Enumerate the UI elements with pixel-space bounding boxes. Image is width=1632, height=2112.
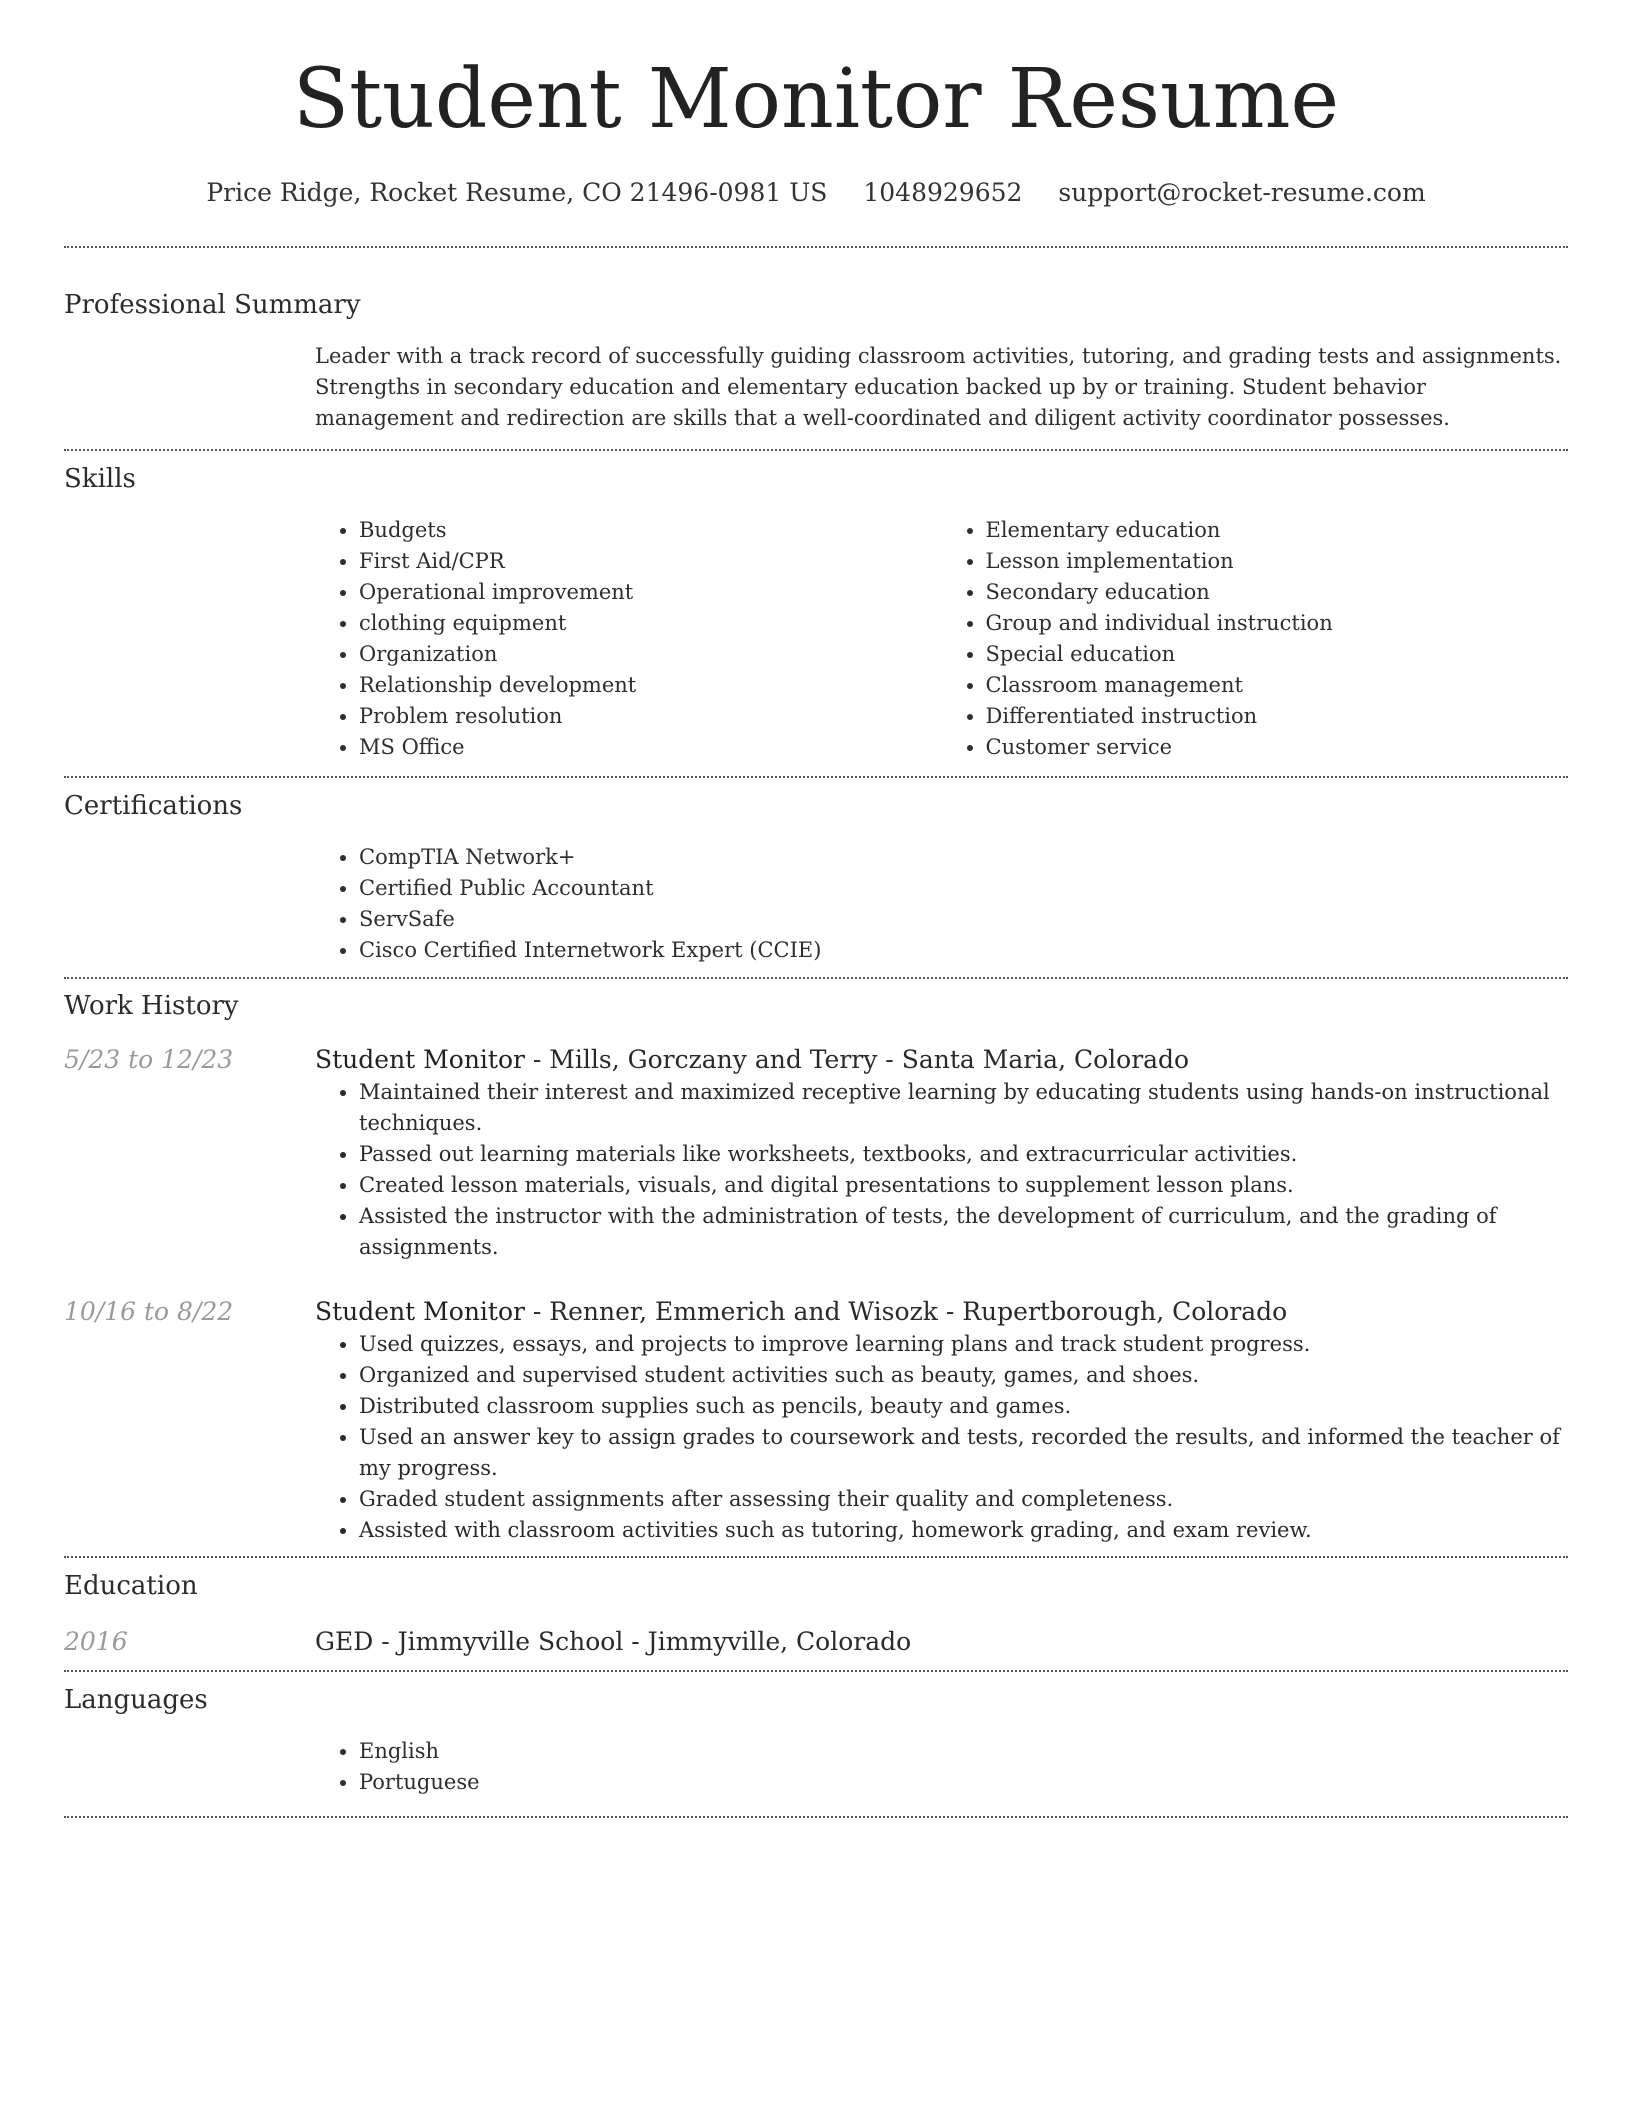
skill-item: • Relationship development [359,670,942,701]
job-role: Student Monitor [315,1297,525,1326]
skill-item: • clothing equipment [359,608,942,639]
divider [64,1816,1568,1818]
education-body [315,1625,1568,1659]
job-duty-item: • Maintained their interest and maximized receptive learning by educating students using hands-on instructional techniques. [359,1077,1568,1139]
skills-grid [315,515,1568,763]
job-duty-item: • Passed out learning materials like worksheets, textbooks, and extracurricular activities. [359,1139,1568,1170]
job-duty-item: • Created lesson materials, visuals, and digital presentations to supplement lesson plans. [359,1170,1568,1201]
skill-item: • Organization [359,639,942,670]
job-duties-list [315,1077,1568,1263]
languages-list [315,1736,1568,1798]
section-title-education: Education [64,1571,198,1601]
job-entry [64,1295,1568,1546]
certification-item: • CompTIA Network+ [359,842,1568,873]
skill-item: • Problem resolution [359,701,942,732]
education-year: 2016 [64,1627,128,1656]
section-title-summary: Professional Summary [64,290,361,320]
skills-section [64,451,1568,776]
work-history-section [64,979,1568,1556]
job-duty-item: • Distributed classroom supplies such as pencils, beauty and games. [359,1391,1568,1422]
skill-item: • Classroom management [986,670,1569,701]
certification-item: • ServSafe [359,904,1568,935]
page-title: Student Monitor Resume [292,52,1340,147]
certifications-section [64,778,1568,977]
skill-item: • Special education [986,639,1569,670]
job-employer: - Renner, Emmerich and Wisozk - Rupertborough, Colorado [524,1297,1288,1326]
certification-item: • Certified Public Accountant [359,873,1568,904]
education-section [64,1558,1568,1670]
job-entry [64,1043,1568,1263]
certification-item: • Cisco Certified Internetwork Expert (CCIE) [359,935,1568,966]
skill-item: • Differentiated instruction [986,701,1569,732]
skill-item: • Operational improvement [359,577,942,608]
certifications-list [315,842,1568,966]
job-role: Student Monitor [315,1045,525,1074]
job-title [315,1043,1568,1077]
job-duty-item: • Assisted with classroom activities such as tutoring, homework grading, and exam review. [359,1515,1568,1546]
skill-item: • Customer service [986,732,1569,763]
job-duty-item: • Assisted the instructor with the administration of tests, the development of curriculum, and the grading of assignments. [359,1201,1568,1263]
section-title-work-history: Work History [64,991,239,1021]
job-duty-item: • Graded student assignments after assessing their quality and completeness. [359,1484,1568,1515]
job-duty-item: • Used an answer key to assign grades to coursework and tests, recorded the results, and informed the teacher of my progress. [359,1422,1568,1484]
resume-header [64,0,1568,210]
skill-item: • Secondary education [986,577,1569,608]
language-item: • Portuguese [359,1767,1568,1798]
contact-address: Price Ridge, Rocket Resume, CO 21496-0981 US [206,178,828,207]
job-dates: 5/23 to 12/23 [64,1045,234,1074]
summary-section [64,248,1568,449]
skill-item: • MS Office [359,732,942,763]
summary-content [315,341,1568,434]
skill-item: • Budgets [359,515,942,546]
languages-content [315,1736,1568,1798]
skills-list-left [315,515,942,763]
languages-section [64,1672,1568,1816]
contact-email[interactable]: support@rocket-resume.com [1058,178,1426,207]
skill-item: • Lesson implementation [986,546,1569,577]
job-title [315,1295,1568,1329]
certifications-content [315,842,1568,966]
section-title-skills: Skills [64,464,136,494]
job-employer: - Mills, Gorczany and Terry - Santa Maria, Colorado [524,1045,1190,1074]
job-duty-item: • Used quizzes, essays, and projects to improve learning plans and track student progress. [359,1329,1568,1360]
summary-text: Leader with a track record of successfully guiding classroom activities, tutoring, and grading tests and assignments. Strengths in secondary education and elementary education backed up by or training. Student behavior management and redirection are skills that a well-coordinated and diligent activity coordinator possesses. [315,344,1562,430]
education-entry [64,1625,1568,1659]
section-title-languages: Languages [64,1685,208,1715]
job-body [315,1295,1568,1546]
skill-item: • Elementary education [986,515,1569,546]
job-dates: 10/16 to 8/22 [64,1297,234,1326]
job-body [315,1043,1568,1263]
education-title: GED - Jimmyville School - Jimmyville, Colorado [315,1627,912,1656]
contact-line [64,176,1568,210]
job-duties-list [315,1329,1568,1546]
skills-list-right [942,515,1569,763]
language-item: • English [359,1736,1568,1767]
skill-item: • First Aid/CPR [359,546,942,577]
skill-item: • Group and individual instruction [986,608,1569,639]
job-duty-item: • Organized and supervised student activities such as beauty, games, and shoes. [359,1360,1568,1391]
contact-phone: 1048929652 [863,178,1023,207]
section-title-certifications: Certifications [64,791,243,821]
